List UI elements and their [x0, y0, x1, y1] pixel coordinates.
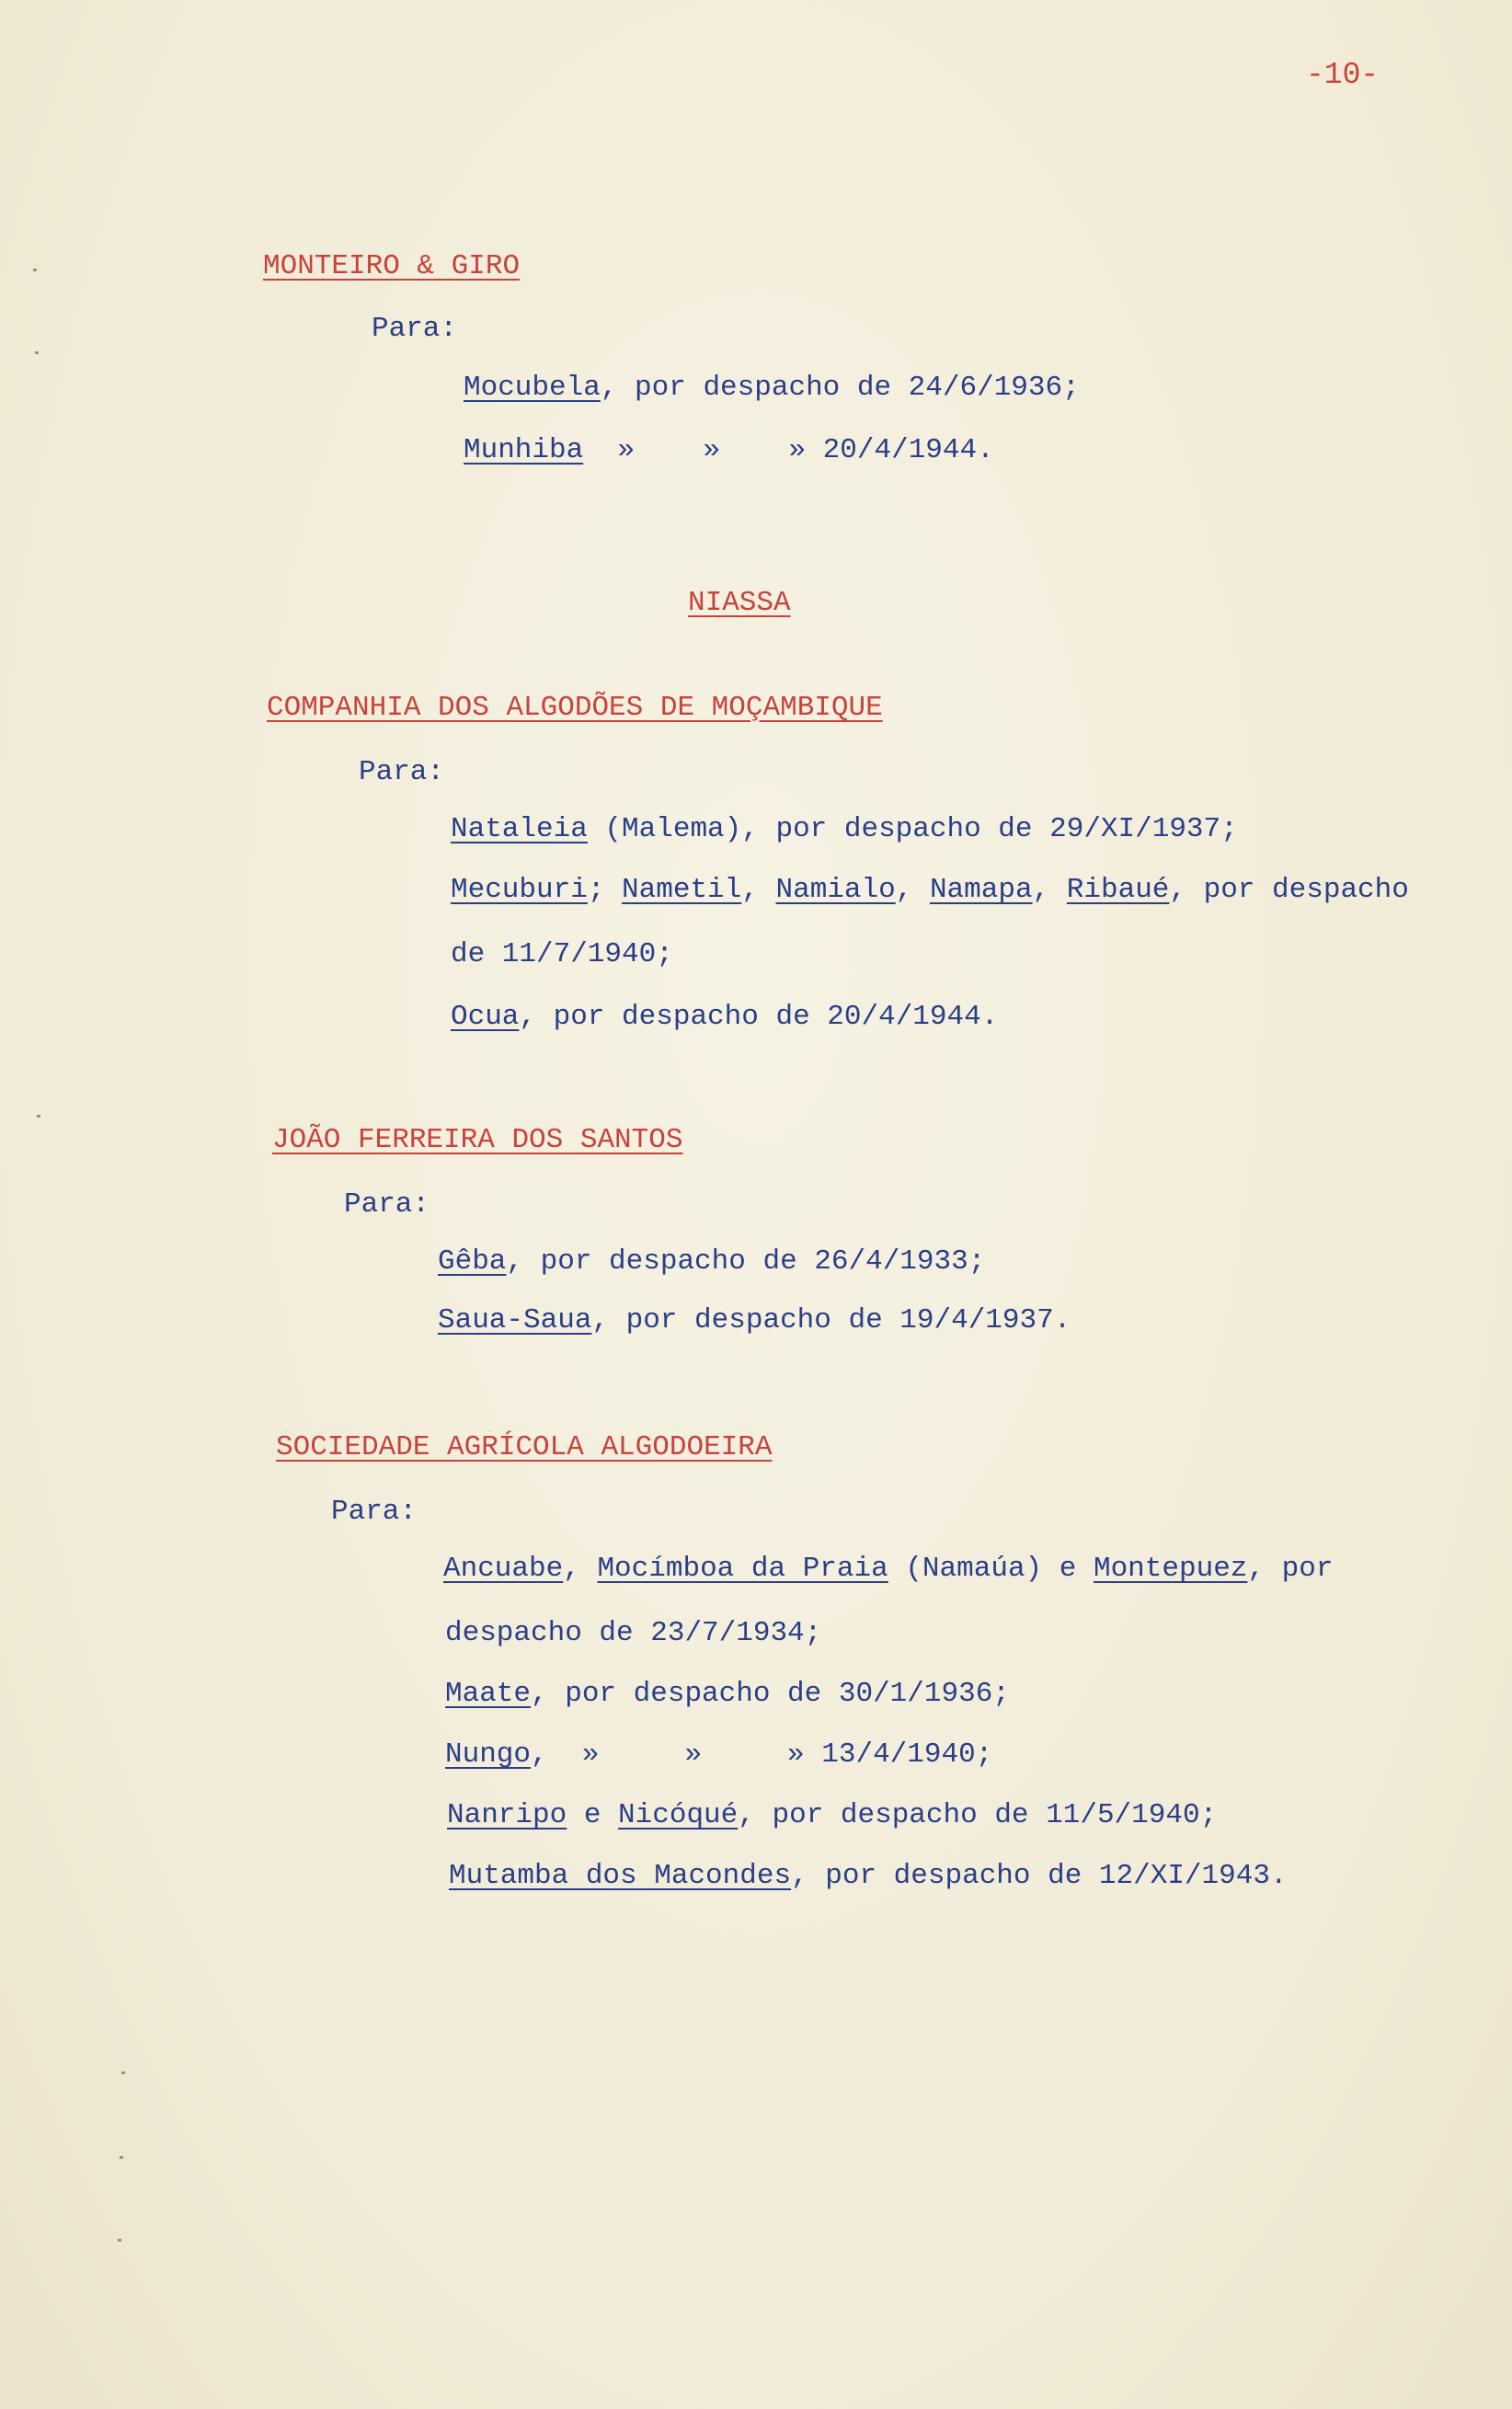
entry-line: despacho de 23/7/1934; [445, 1617, 822, 1649]
entry-text: » » » 20/4/1944. [583, 434, 994, 466]
place-name: Gêba [438, 1245, 507, 1278]
para-label: Para: [331, 1496, 418, 1528]
place-name: Mocubela [464, 372, 601, 404]
place-name: Mecuburi [451, 874, 588, 906]
place-name: Montepuez [1093, 1553, 1248, 1585]
place-name: Munhiba [464, 434, 584, 466]
entry-line [438, 1304, 1071, 1337]
place-name: Nataleia [451, 813, 588, 845]
place-name: Namapa [929, 874, 1033, 906]
entry-text: , por despacho de 11/5/1940; [738, 1799, 1218, 1831]
para-label: Para: [344, 1188, 430, 1221]
entry-text: , por [1247, 1553, 1334, 1585]
section-heading-companhia-algodoes: COMPANHIA DOS ALGODÕES DE MOÇAMBIQUE [267, 692, 883, 724]
entry-text: (Malema), por despacho de 29/XI/1937; [587, 813, 1238, 845]
place-name: Nametil [622, 874, 742, 906]
place-name: Mocímboa da Praia [597, 1553, 888, 1585]
para-label: Para: [372, 313, 458, 345]
entry-line [464, 372, 1080, 405]
entry-line [464, 434, 994, 467]
place-name: Mutamba dos Macondes [449, 1860, 792, 1892]
place-name: Ribaué [1066, 874, 1170, 906]
entry-line [445, 1678, 1010, 1711]
paper-mark [121, 2071, 125, 2074]
entry-line [451, 874, 1409, 907]
place-name: Saua-Saua [438, 1304, 592, 1336]
section-heading-sociedade-agricola: SOCIEDADE AGRÍCOLA ALGODOEIRA [276, 1431, 773, 1463]
entry-text: , por despacho de 26/4/1933; [506, 1245, 986, 1278]
entry-text: ; [587, 874, 623, 906]
place-name: Ancuabe [443, 1553, 564, 1585]
entry-line [447, 1799, 1217, 1832]
place-name: Nanripo [447, 1799, 567, 1831]
entry-text: , » » » 13/4/1940; [531, 1738, 993, 1771]
entry-line [445, 1738, 992, 1772]
entry-text: e [567, 1799, 619, 1831]
entry-line [438, 1245, 985, 1279]
entry-text: , por despacho [1169, 874, 1409, 906]
entry-text: , [895, 874, 930, 906]
place-name: Ocua [451, 1001, 520, 1033]
entry-line: de 11/7/1940; [451, 938, 673, 970]
entry-line [451, 1001, 998, 1034]
page-number: -10- [1306, 58, 1380, 92]
entry-text: , [1032, 874, 1067, 906]
place-name: Nicóqué [618, 1799, 739, 1831]
entry-line [451, 813, 1238, 846]
paper-mark [120, 2156, 123, 2159]
entry-text: , [741, 874, 776, 906]
section-heading-joao-ferreira: JOÃO FERREIRA DOS SANTOS [272, 1124, 683, 1156]
entry-text: , por despacho de 19/4/1937. [591, 1304, 1071, 1336]
place-name: Namialo [775, 874, 896, 906]
paper-mark [33, 269, 37, 271]
paper-mark [35, 351, 39, 354]
entry-line [449, 1860, 1288, 1893]
entry-line [443, 1553, 1333, 1586]
section-heading-monteiro-giro: MONTEIRO & GIRO [263, 250, 521, 282]
paper-mark [37, 1115, 40, 1118]
entry-text: , [563, 1553, 598, 1585]
entry-text: , por despacho de 12/XI/1943. [791, 1860, 1288, 1892]
entry-text: (Namaúa) e [888, 1553, 1094, 1585]
region-heading: NIASSA [688, 587, 791, 619]
entry-text: , por despacho de 24/6/1936; [600, 372, 1080, 404]
entry-text: , por despacho de 30/1/1936; [531, 1678, 1010, 1710]
para-label: Para: [359, 756, 445, 788]
paper-mark [118, 2239, 121, 2242]
place-name: Nungo [445, 1738, 532, 1771]
place-name: Maate [445, 1678, 532, 1710]
entry-text: , por despacho de 20/4/1944. [519, 1001, 999, 1033]
